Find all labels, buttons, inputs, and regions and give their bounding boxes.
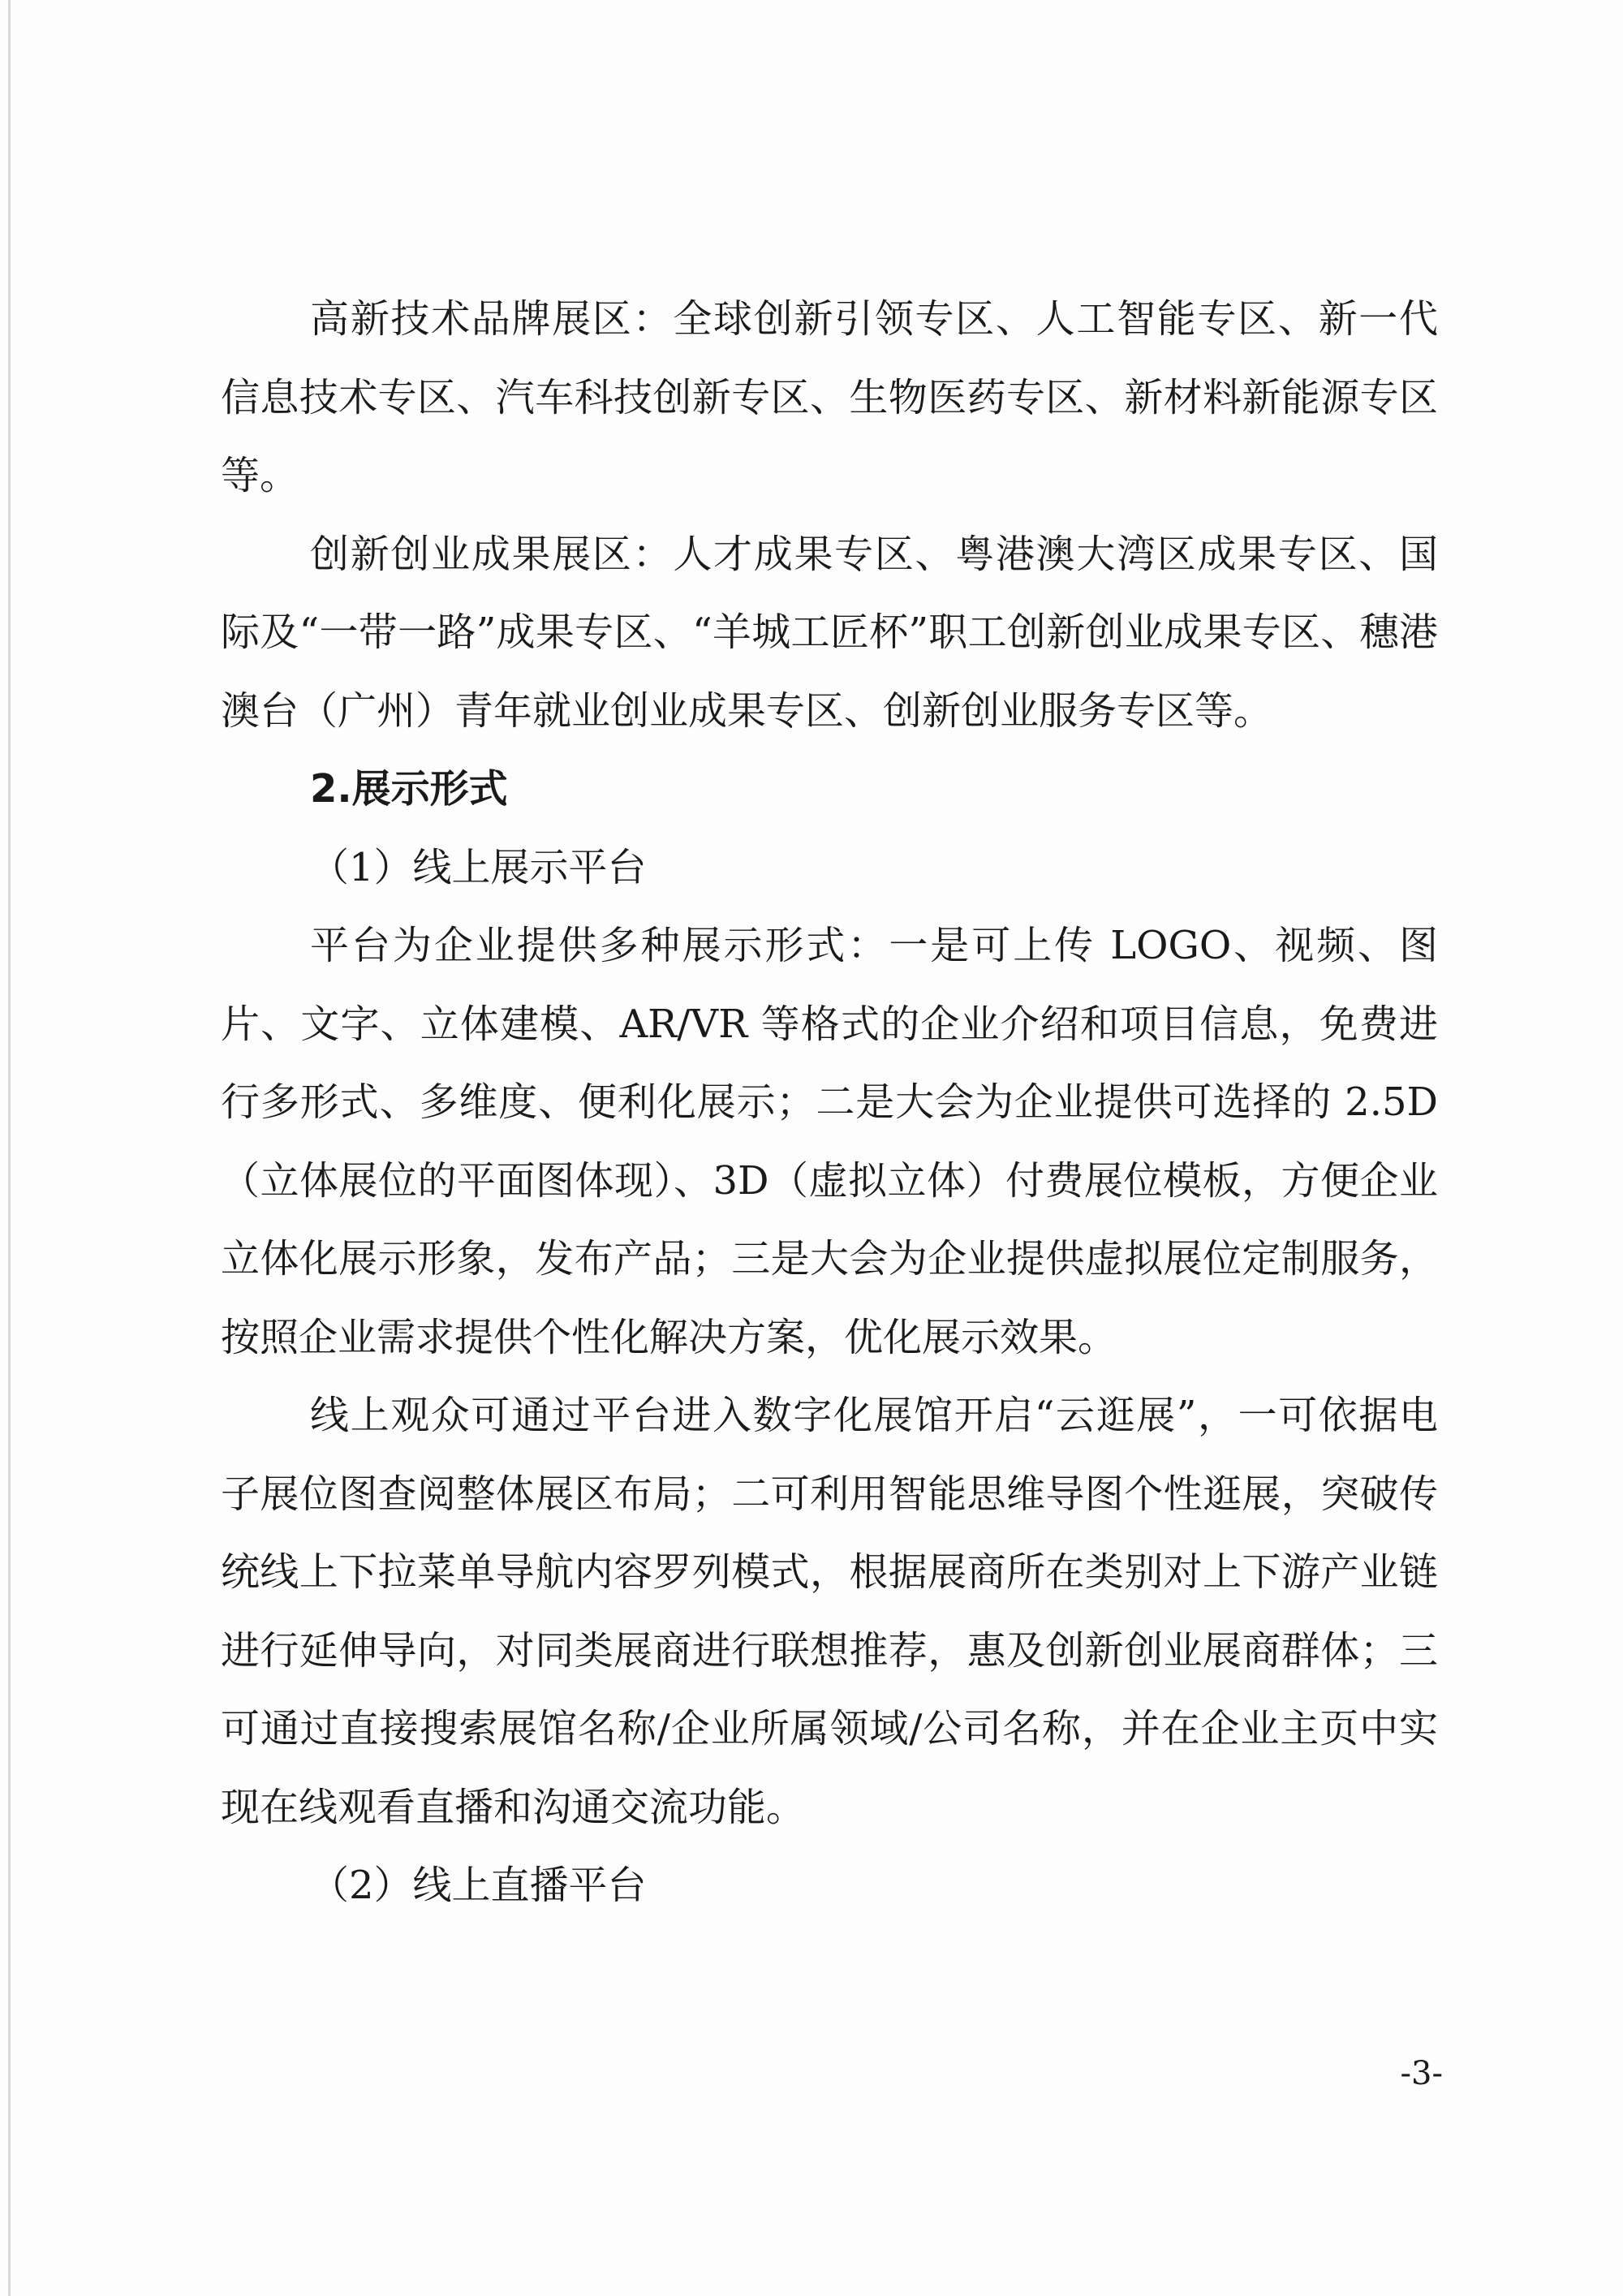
paragraph-innovation-zone: 创新创业成果展区：人才成果专区、粤港澳大湾区成果专区、国际及“一带一路”成果专区、“羊城工匠杯”职工创新创业成果专区、穗港澳台（广州）青年就业创业成果专区、创新创业服务专区等。: [221, 531, 1438, 734]
paragraph-high-tech-zone: 高新技术品牌展区：全球创新引领专区、人工智能专区、新一代信息技术专区、汽车科技创新专区、生物医药专区、新材料新能源专区等。: [221, 296, 1438, 498]
section-heading: 2.展示形式: [310, 766, 508, 812]
subheading-live-platform: （2）线上直播平台: [310, 1863, 647, 1908]
paragraph-online-visitors: 线上观众可通过平台进入数字化展馆开启“云逛展”，一可依据电子展位图查阅整体展区布局；二可利用智能思维导图个性逛展，突破传统线上下拉菜单导航内容罗列模式，根据展商所在类别对上下游产业链进行延伸导向，对同类展商进行联想推荐，惠及创新创业展商群体；三可通过直接搜索展馆名称/企业所属领域/公司名称，并在企业主页中实现在线观看直播和沟通交流功能。: [221, 1393, 1438, 1830]
page-edge: [8, 0, 11, 2296]
paragraph-display-forms: 平台为企业提供多种展示形式：一是可上传 LOGO、视频、图片、文字、立体建模、AR/VR 等格式的企业介绍和项目信息，免费进行多形式、多维度、便利化展示；二是大会为企业提供可选择的 2.5D（立体展位的平面图体现）、3D（虚拟立体）付费展位模板，方便企业立体化展示形象，发布产品；三是大会为企业提供虚拟展位定制服务，按照企业需求提供个性化解决方案，优化展示效果。: [221, 923, 1438, 1360]
document-body: [221, 280, 1438, 1925]
page-number: -3-: [1400, 2055, 1443, 2092]
subheading-online-display: （1）线上展示平台: [310, 844, 647, 890]
